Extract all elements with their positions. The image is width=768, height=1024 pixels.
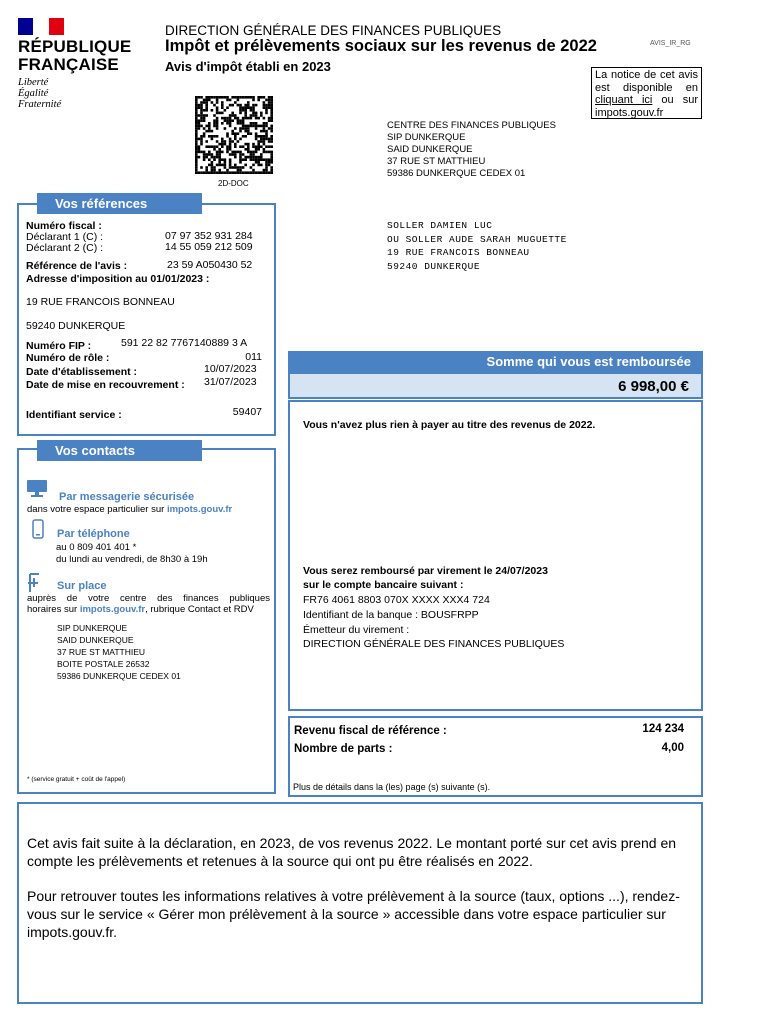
notice-text: La notice de cet avis est disponible en: [595, 69, 698, 94]
telephone-title: Par téléphone: [57, 528, 130, 540]
republic-motto: [18, 77, 61, 110]
fip-label: Numéro FIP :: [26, 340, 92, 352]
adresse-line2: 59240 DUNKERQUE: [26, 320, 126, 332]
contact-address-line: BOITE POSTALE 26532: [57, 659, 150, 669]
contact-address-line: 37 RUE ST MATTHIEU: [57, 647, 146, 657]
direction-heading: DIRECTION GÉNÉRALE DES FINANCES PUBLIQUES: [165, 23, 502, 38]
messagerie-text: [27, 504, 232, 516]
recipient-line: OU SOLLER AUDE SARAH MUGUETTE: [387, 233, 567, 245]
declarant1-label: Déclarant 1 (C) :: [26, 231, 104, 243]
centre-line: SIP DUNKERQUE: [387, 132, 466, 143]
declarant2-value: 14 55 059 212 509: [165, 241, 253, 253]
emitter-name: DIRECTION GÉNÉRALE DES FINANCES PUBLIQUES: [303, 638, 565, 650]
refund-header: Somme qui vous est remboursée: [288, 351, 703, 372]
notice-link[interactable]: cliquant ici: [595, 94, 653, 106]
iban: FR76 4061 8803 070X XXXX XXX4 724: [303, 594, 490, 606]
contact-address-line: 59386 DUNKERQUE CEDEX 01: [57, 671, 181, 681]
logo-title-line1: RÉPUBLIQUE: [18, 37, 132, 56]
sur-place-title: Sur place: [57, 580, 107, 592]
recipient-address: [387, 219, 567, 273]
motto-egalite: Égalité: [18, 88, 49, 99]
emitter-label: Émetteur du virement :: [303, 624, 410, 636]
fip-value: 591 22 82 7767140889 3 A: [121, 337, 248, 349]
building-location-icon: [26, 573, 42, 593]
notice-text-end: ou sur impots.gouv.fr: [595, 94, 698, 119]
centre-line: 37 RUE ST MATTHIEU: [387, 156, 486, 167]
motto-fraternite: Fraternité: [18, 99, 62, 110]
parts-value: 4,00: [661, 742, 684, 754]
information-box: [17, 802, 703, 1004]
document-title: Impôt et prélèvements sociaux sur les revenus de 2022: [165, 37, 597, 55]
nothing-to-pay-text: Vous n'avez plus rien à payer au titre des revenus de 2022.: [303, 419, 596, 431]
sur-place-link[interactable]: impots.gouv.fr: [79, 604, 146, 615]
info-paragraph-2: Pour retrouver toutes les informations relatives à votre prélèvement à la source (taux, options ...), rendez-vous sur le service « Gérer mon prélèvement à la source » accessible dans votre espace particulier sur impots.gouv.fr.: [27, 888, 680, 940]
ref-avis-value: 23 59 A050430 52: [167, 259, 253, 271]
sur-place-text: auprès de votre centre des finances publiques: [27, 593, 270, 604]
adresse-label: Adresse d'imposition au 01/01/2023 :: [26, 273, 210, 285]
motto-liberte: Liberté: [18, 77, 49, 88]
recipient-line: 19 RUE FRANCOIS BONNEAU: [387, 247, 530, 258]
contacts-tab: Vos contacts: [37, 440, 202, 461]
etablissement-label: Date d'établissement :: [26, 366, 138, 378]
messagerie-link[interactable]: impots.gouv.fr: [166, 504, 233, 515]
recipient-line: SOLLER DAMIEN LUC: [387, 220, 493, 231]
messagerie-title[interactable]: Par messagerie sécurisée: [59, 491, 195, 503]
sur-place-text2-pre: horaires sur: [27, 604, 78, 615]
ref-avis-label: Référence de l'avis :: [26, 260, 128, 272]
adresse-line1: 19 RUE FRANCOIS BONNEAU: [26, 296, 175, 308]
recouvrement-value: 31/07/2023: [204, 376, 257, 388]
sur-place-text2: [27, 604, 254, 616]
numero-fiscal-label: Numéro fiscal :: [26, 220, 102, 232]
declarant2-label: Déclarant 2 (C) :: [26, 242, 104, 254]
contact-address: [57, 622, 181, 682]
computer-icon: [26, 480, 48, 497]
telephone-hours: du lundi au vendredi, de 8h30 à 19h: [56, 554, 208, 565]
role-value: 011: [245, 351, 262, 363]
telephone-number[interactable]: au 0 809 401 401 *: [56, 542, 137, 553]
contact-address-line: SAID DUNKERQUE: [57, 635, 134, 645]
role-label: Numéro de rôle :: [26, 352, 110, 364]
centre-line: CENTRE DES FINANCES PUBLIQUES: [387, 120, 556, 131]
document-subtitle: Avis d'impôt établi en 2023: [165, 59, 331, 74]
logo-title-line2: FRANÇAISE: [18, 55, 119, 74]
form-code: AVIS_IR_RG: [650, 40, 691, 47]
tax-centre-address: [387, 120, 556, 180]
republique-francaise-title: [18, 38, 131, 74]
service-id-label: Identifiant service :: [26, 409, 122, 421]
2d-doc-qr-icon: [193, 96, 275, 174]
references-tab: Vos références: [37, 193, 202, 214]
messagerie-description: dans votre espace particulier sur: [27, 504, 165, 515]
sur-place-text2-post: , rubrique Contact et RDV: [145, 604, 254, 615]
parts-label: Nombre de parts :: [294, 743, 393, 755]
service-id-value: 59407: [232, 406, 262, 418]
refund-amount: 6 998,00 €: [288, 372, 703, 399]
centre-line: 59386 DUNKERQUE CEDEX 01: [387, 168, 526, 179]
recipient-line: 59240 DUNKERQUE: [387, 260, 481, 272]
centre-line: SAID DUNKERQUE: [387, 144, 473, 155]
french-flag-logo: [18, 18, 64, 35]
refund-details-box: [288, 400, 703, 711]
bank-id: Identifiant de la banque : BOUSFRPP: [303, 609, 479, 621]
virement-line2: sur le compte bancaire suivant :: [303, 579, 464, 591]
phone-icon: [32, 519, 44, 539]
etablissement-value: 10/07/2023: [204, 363, 257, 375]
contact-address-line: SIP DUNKERQUE: [57, 623, 128, 633]
virement-line1: Vous serez remboursé par virement le 24/07/2023: [303, 565, 548, 577]
notice-box: [591, 67, 702, 119]
declarant1-value: 07 97 352 931 284: [165, 230, 253, 242]
info-paragraph-1: Cet avis fait suite à la déclaration, en 2023, de vos revenus 2022. Le montant porté sur cet avis prend en compte les prélèvements et retenues à la source qui ont pu être réalisés en 2022.: [27, 835, 677, 869]
contacts-footnote: * (service gratuit + coût de l'appel): [27, 776, 126, 783]
recouvrement-label: Date de mise en recouvrement :: [26, 379, 185, 391]
details-text: Plus de détails dans la (les) page (s) suivante (s).: [293, 782, 491, 792]
qr-label: 2D-DOC: [218, 179, 249, 188]
rfr-label: Revenu fiscal de référence :: [294, 725, 447, 737]
rfr-value: 124 234: [642, 723, 684, 735]
